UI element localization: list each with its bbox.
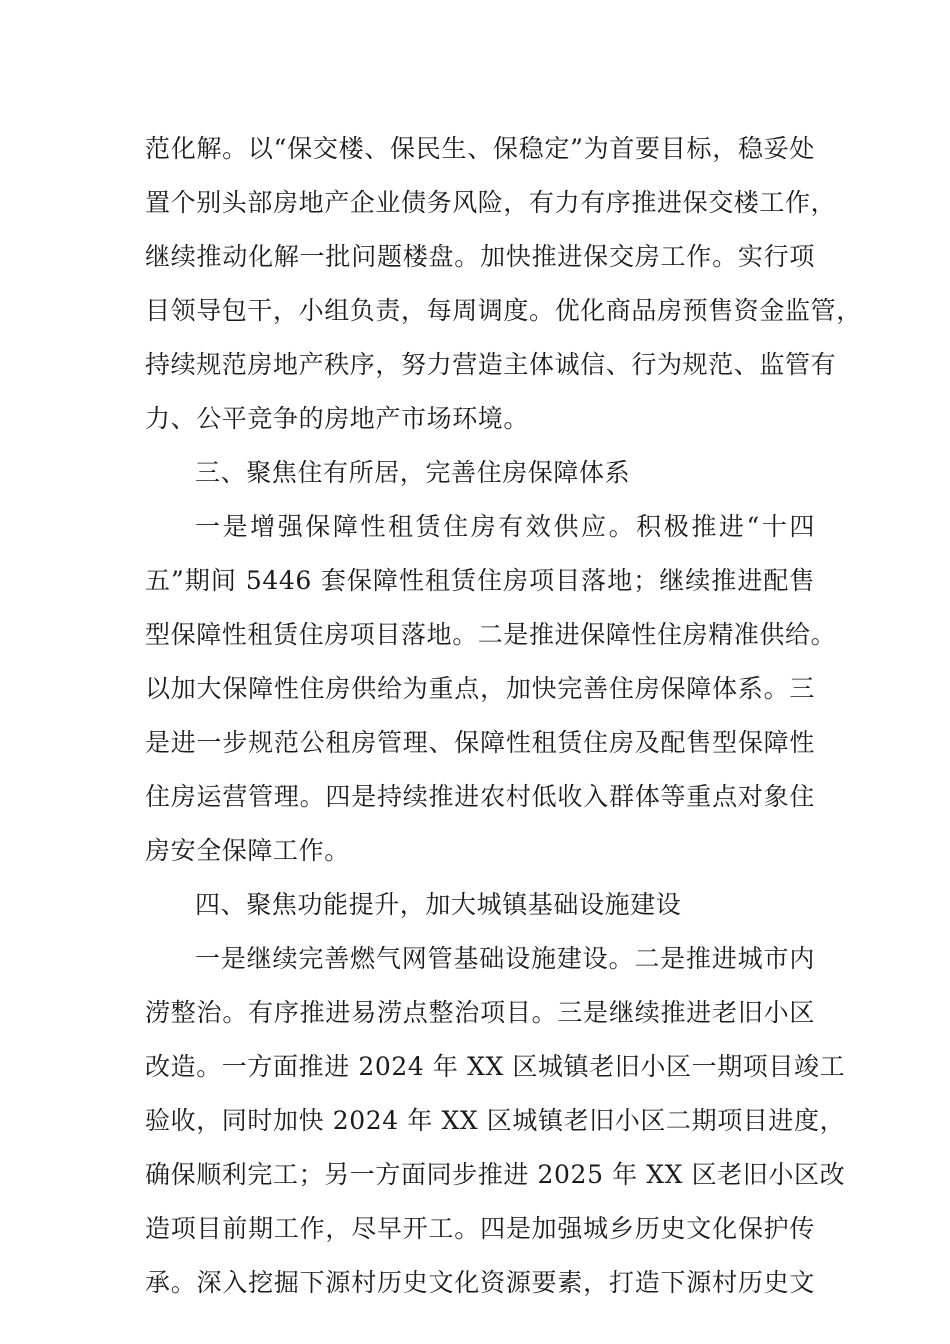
body-text-line: 型保障性租赁住房项目落地。二是推进保障性住房精准供给。: [145, 620, 837, 649]
body-text-line: 力、公平竞争的房地产市场环境。: [145, 404, 530, 433]
body-text-line: 目领导包干，小组负责，每周调度。优化商品房预售资金监管，: [145, 296, 862, 325]
body-text-line: 涝整治。有序推进易涝点整治项目。三是继续推进老旧小区: [145, 998, 815, 1027]
body-text-line: 改造。一方面推进 2024 年 XX 区城镇老旧小区一期项目竣工: [145, 1052, 846, 1081]
body-text-line: 置个别头部房地产企业债务风险，有力有序推进保交楼工作，: [145, 188, 837, 217]
body-text-line: 住房运营管理。四是持续推进农村低收入群体等重点对象住: [145, 782, 815, 811]
section-heading-4: 四、聚焦功能提升，加大城镇基础设施建设: [195, 890, 682, 919]
body-text-line: 一是增强保障性租赁住房有效供应。积极推进“十四: [195, 512, 815, 541]
body-text-line: 确保顺利完工；另一方面同步推进 2025 年 XX 区老旧小区改: [145, 1160, 846, 1189]
body-text-line: 持续规范房地产秩序，努力营造主体诚信、行为规范、监管有: [145, 350, 837, 379]
body-text-line: 继续推动化解一批问题楼盘。加快推进保交房工作。实行项: [145, 242, 815, 271]
body-text-line: 一是继续完善燃气网管基础设施建设。二是推进城市内: [195, 944, 815, 973]
body-text-line: 是进一步规范公租房管理、保障性租赁住房及配售型保障性: [145, 728, 815, 757]
body-text-line: 范化解。以“保交楼、保民生、保稳定”为首要目标，稳妥处: [145, 134, 815, 163]
section-heading-3: 三、聚焦住有所居，完善住房保障体系: [195, 458, 631, 487]
body-text-line: 验收，同时加快 2024 年 XX 区城镇老旧小区二期项目进度，: [145, 1106, 846, 1135]
body-text-line: 以加大保障性住房供给为重点，加快完善住房保障体系。三: [145, 674, 815, 703]
body-text-line: 房安全保障工作。: [145, 836, 350, 865]
body-text-line: 五”期间 5446 套保障性租赁住房项目落地；继续推进配售: [145, 566, 815, 595]
body-text-line: 承。深入挖掘下源村历史文化资源要素，打造下源村历史文: [145, 1268, 815, 1297]
body-text-line: 造项目前期工作，尽早开工。四是加强城乡历史文化保护传: [145, 1214, 815, 1243]
